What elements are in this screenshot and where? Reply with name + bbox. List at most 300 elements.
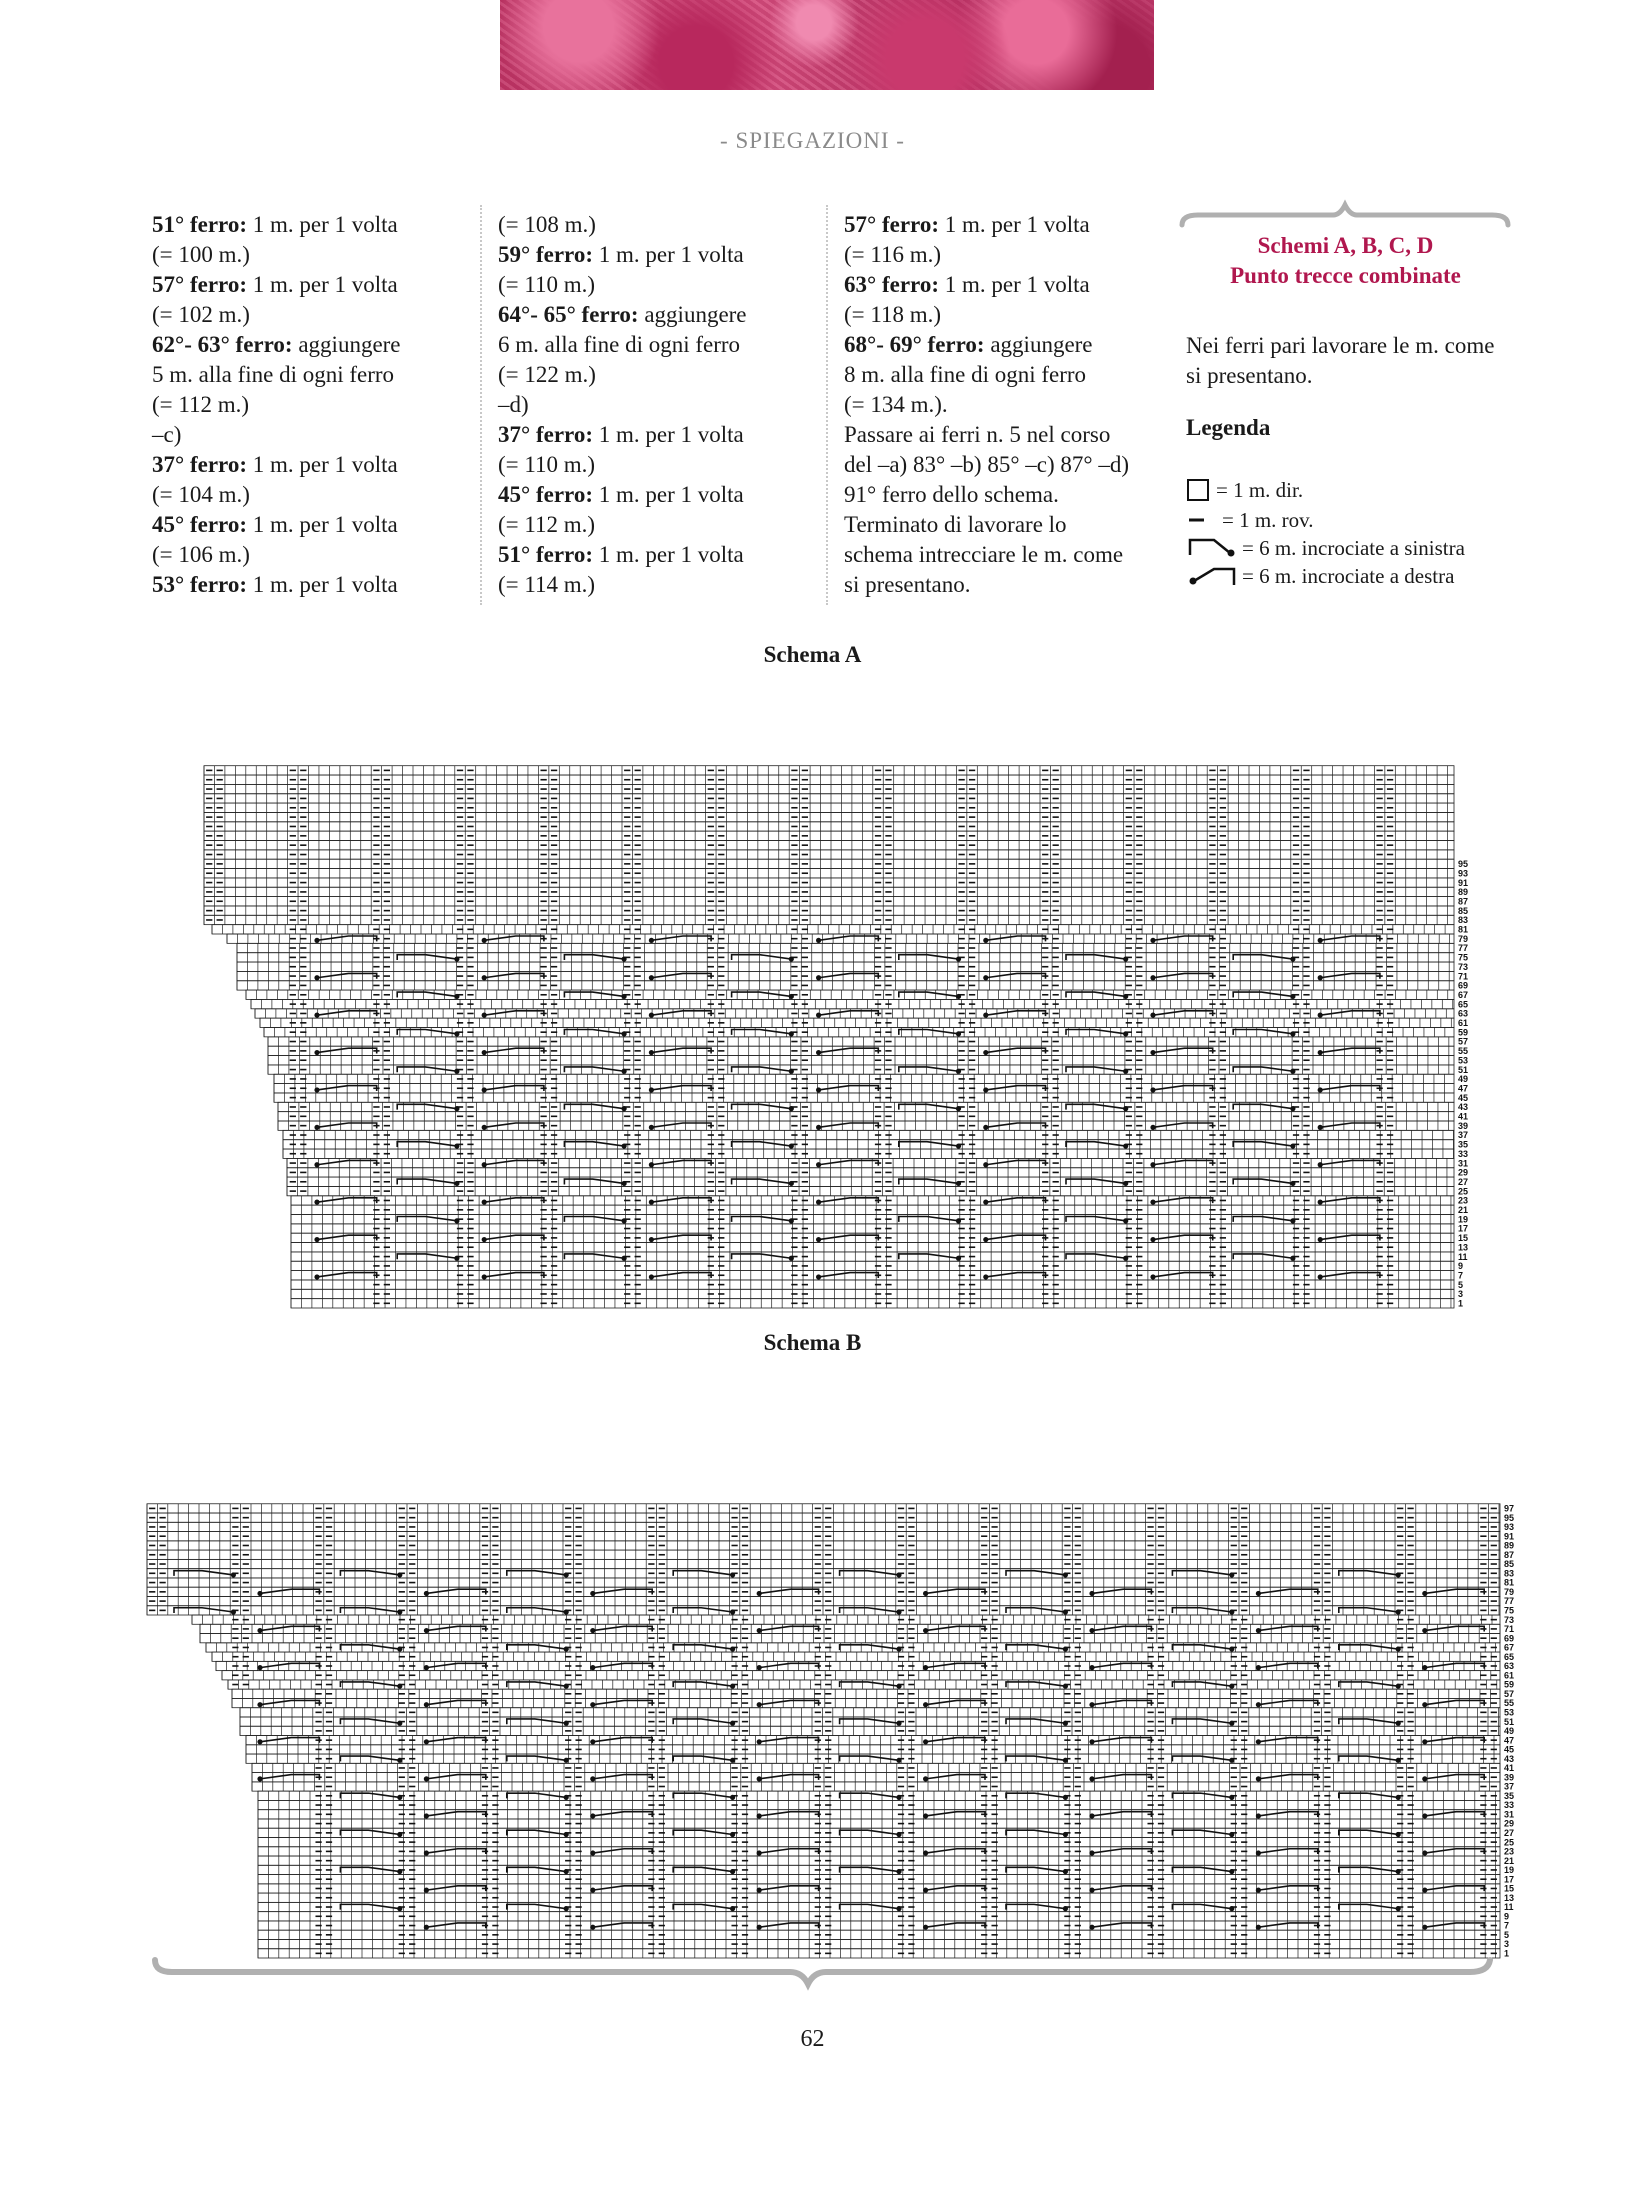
cable-right-mark: [1258, 1738, 1317, 1743]
cable-right-mark: [1092, 1812, 1151, 1817]
cable-left-mark: [673, 1830, 732, 1835]
chart-row: [258, 1856, 1500, 1865]
cable-right-dot: [923, 1702, 928, 1707]
cable-right-mark: [1258, 1812, 1317, 1817]
cable-right-dot: [1422, 1591, 1427, 1596]
grid: [147, 1504, 1500, 1958]
cable-right-dot: [424, 1739, 429, 1744]
cable-left-mark: [1006, 1830, 1065, 1835]
cable-left-mark: [1172, 1830, 1231, 1835]
cable-right-dot: [923, 1665, 928, 1670]
cable-left-mark: [1006, 1645, 1065, 1650]
row-label: 77: [1504, 1596, 1515, 1607]
cable-left-mark: [1339, 1571, 1398, 1576]
cable-right-mark: [1092, 1738, 1151, 1743]
chart-row: [258, 1865, 1500, 1874]
cable-right-dot: [1422, 1628, 1427, 1633]
row-number: 63° ferro:: [844, 272, 939, 297]
chart-row: [147, 1578, 1500, 1587]
cable-right-mark: [926, 1589, 985, 1594]
cable-right-dot: [1089, 1813, 1094, 1818]
row-number: 64°- 65° ferro:: [498, 302, 639, 327]
cable-left-mark: [340, 1682, 399, 1687]
cable-right-dot: [590, 1702, 595, 1707]
cable-right-dot: [1422, 1776, 1427, 1781]
cable-right-mark: [426, 1775, 485, 1780]
cable-right-dot: [424, 1925, 429, 1930]
chart-row: [258, 1902, 1500, 1911]
row-label: 89: [1504, 1540, 1515, 1551]
chart-row: [212, 1652, 1500, 1661]
cable-left-dot: [730, 1869, 735, 1874]
cable-left-mark: [1172, 1719, 1231, 1724]
cable-right-dot: [923, 1850, 928, 1855]
instruction-text: (= 110 m.): [498, 272, 596, 297]
row-label: 65: [1458, 999, 1469, 1010]
row-label: 71: [1504, 1624, 1515, 1635]
cable-right-dot: [1422, 1850, 1427, 1855]
row-label: 31: [1504, 1809, 1515, 1820]
cable-right-mark: [593, 1626, 652, 1631]
cable-right-mark: [426, 1663, 485, 1668]
row-number: 57° ferro:: [152, 272, 247, 297]
cable-right-dot: [257, 1628, 262, 1633]
chart-row: [258, 1837, 1500, 1846]
cable-left-dot: [1063, 1906, 1068, 1911]
cable-right-dot: [590, 1813, 595, 1818]
cable-left-dot: [1396, 1684, 1401, 1689]
row-label: 9: [1504, 1911, 1510, 1922]
row-label: 15: [1504, 1883, 1515, 1894]
instruction-text: (= 104 m.): [152, 482, 250, 507]
cable-right-mark: [426, 1589, 485, 1594]
instruction-text: aggiungere: [638, 302, 747, 327]
cable-right-dot: [757, 1591, 762, 1596]
cable-right-dot: [923, 1591, 928, 1596]
cable-right-mark: [426, 1849, 485, 1854]
chart-row: [258, 1912, 1500, 1921]
row-label: 63: [1458, 1008, 1469, 1019]
cable-left-dot: [1396, 1906, 1401, 1911]
cable-right-mark: [593, 1886, 652, 1891]
cable-left-dot: [1229, 1758, 1234, 1763]
instruction-text: 1 m. per 1 volta: [246, 452, 398, 477]
cable-left-mark: [673, 1756, 732, 1761]
cable-right-dot: [590, 1888, 595, 1893]
cable-left-mark: [507, 1904, 566, 1909]
row-label: 69: [1458, 980, 1469, 991]
cable-left-dot: [1229, 1906, 1234, 1911]
cable-right-dot: [1089, 1888, 1094, 1893]
cable-left-mark: [507, 1793, 566, 1798]
chart-row: [147, 1513, 1500, 1522]
cable-right-mark: [260, 1775, 319, 1780]
cable-left-mark: [1006, 1904, 1065, 1909]
cable-left-dot: [1229, 1684, 1234, 1689]
cable-right-mark: [593, 1738, 652, 1743]
cable-right-dot: [257, 1739, 262, 1744]
cable-right-mark: [759, 1589, 818, 1594]
cable-left-dot: [730, 1832, 735, 1837]
cable-right-dot: [757, 1813, 762, 1818]
legend-item-text: = 1 m. dir.: [1216, 477, 1304, 502]
cable-left-dot: [1063, 1572, 1068, 1577]
cable-right-mark: [593, 1700, 652, 1705]
cable-left-mark: [340, 1645, 399, 1650]
cable-right-mark: [926, 1663, 985, 1668]
row-label: 45: [1504, 1744, 1515, 1755]
row-label: 7: [1504, 1920, 1510, 1931]
cable-left-dot: [896, 1869, 901, 1874]
instruction-text: 91° ferro dello schema.: [844, 482, 1059, 507]
legend-title-line-2: Punto trecce combinate: [1230, 263, 1461, 288]
cable-right-dot: [1256, 1925, 1261, 1930]
cable-right-mark: [1425, 1923, 1484, 1928]
row-label: 3: [1504, 1939, 1510, 1950]
row-number: 45° ferro:: [152, 512, 247, 537]
row-label: 77: [1458, 943, 1469, 954]
row-label: 79: [1458, 933, 1469, 944]
cable-right-mark: [759, 1923, 818, 1928]
cable-left-mark: [507, 1756, 566, 1761]
cable-left-dot: [730, 1609, 735, 1614]
instruction-text: 1 m. per 1 volta: [246, 212, 398, 237]
cable-left-dot: [1396, 1572, 1401, 1577]
chart-row: [232, 1689, 1500, 1698]
cable-left-mark: [507, 1830, 566, 1835]
cable-left-mark: [507, 1645, 566, 1650]
cable-right-dot: [424, 1665, 429, 1670]
cable-left-mark: [673, 1904, 732, 1909]
cable-right-mark: [426, 1923, 485, 1928]
cable-left-dot: [1063, 1609, 1068, 1614]
cable-left-mark: [840, 1719, 899, 1724]
cable-left-dot: [896, 1832, 901, 1837]
cable-left-dot: [1063, 1684, 1068, 1689]
cable-right-dot: [257, 1776, 262, 1781]
row-label: 41: [1504, 1763, 1515, 1774]
row-label: 47: [1504, 1735, 1515, 1746]
cable-right-mark: [1425, 1589, 1484, 1594]
cable-left-dot: [896, 1906, 901, 1911]
cable-left-dot: [730, 1758, 735, 1763]
cable-left-dot: [1396, 1721, 1401, 1726]
cable-right-mark: [1258, 1775, 1317, 1780]
chart-row: [258, 1875, 1500, 1884]
cable-left-dot: [1063, 1869, 1068, 1874]
cable-right-mark: [260, 1589, 319, 1594]
cable-right-dot: [1089, 1665, 1094, 1670]
cable-left-mark: [1172, 1682, 1231, 1687]
instruction-text: (= 106 m.): [152, 542, 250, 567]
cable-left-dot: [397, 1906, 402, 1911]
chart-row: [200, 1634, 1500, 1643]
chart-row: [147, 1596, 1500, 1605]
cable-right-dot: [590, 1850, 595, 1855]
cable-left-mark: [340, 1867, 399, 1872]
row-label: 43: [1458, 1102, 1469, 1113]
cable-right-mark: [1092, 1849, 1151, 1854]
cable-left-mark: [340, 1793, 399, 1798]
cable-right-dot: [1422, 1739, 1427, 1744]
legend-heading: Legenda: [1186, 415, 1271, 440]
instruction-text: 1 m. per 1 volta: [938, 272, 1090, 297]
cable-left-mark: [1172, 1867, 1231, 1872]
cable-right-mark: [1092, 1663, 1151, 1668]
row-label: 87: [1458, 896, 1469, 907]
row-label: 11: [1458, 1251, 1468, 1262]
row-number: 62°- 63° ferro:: [152, 332, 293, 357]
cable-left-mark: [1006, 1571, 1065, 1576]
row-label: 73: [1504, 1614, 1515, 1625]
cable-left-mark: [507, 1682, 566, 1687]
cable-left-mark: [1172, 1904, 1231, 1909]
legend-title-line-1: Schemi A, B, C, D: [1257, 233, 1434, 258]
cable-left-mark: [673, 1719, 732, 1724]
cable-left-dot: [1063, 1758, 1068, 1763]
instruction-text: del –a) 83° –b) 85° –c) 87° –d): [844, 452, 1129, 477]
cable-right-dot: [590, 1628, 595, 1633]
cable-left-dot: [564, 1609, 569, 1614]
cable-right-dot: [590, 1776, 595, 1781]
cable-right-dot: [424, 1591, 429, 1596]
cable-right-mark: [1258, 1700, 1317, 1705]
cable-right-dot: [590, 1925, 595, 1930]
cable-right-dot: [757, 1628, 762, 1633]
cable-right-mark: [1425, 1775, 1484, 1780]
instruction-text: (= 100 m.): [152, 242, 250, 267]
cable-right-dot: [1256, 1776, 1261, 1781]
cable-right-mark: [926, 1923, 985, 1928]
grid-columns: [147, 1504, 1500, 1958]
cable-left-dot: [397, 1832, 402, 1837]
row-label: 31: [1458, 1158, 1469, 1169]
cable-left-dot: [896, 1758, 901, 1763]
cable-left-dot: [730, 1721, 735, 1726]
cable-right-mark: [926, 1812, 985, 1817]
cable-right-mark: [926, 1738, 985, 1743]
chart-row: [258, 1800, 1500, 1809]
row-number: 37° ferro:: [152, 452, 247, 477]
instruction-text: 1 m. per 1 volta: [592, 482, 744, 507]
cable-right-mark: [1425, 1812, 1484, 1817]
cable-right-mark: [1425, 1738, 1484, 1743]
cable-left-mark: [174, 1571, 233, 1576]
row-label: 83: [1504, 1568, 1515, 1579]
cable-left-mark: [340, 1904, 399, 1909]
row-label: 13: [1458, 1242, 1469, 1253]
cable-left-mark: [1339, 1830, 1398, 1835]
instruction-text: 1 m. per 1 volta: [246, 272, 398, 297]
legend-intro: Nei ferri pari lavorare le m. come si presentano.: [1186, 333, 1495, 388]
cable-left-dot: [1396, 1832, 1401, 1837]
legend-item-text: = 6 m. incrociate a destra: [1242, 563, 1455, 588]
cable-right-dot: [257, 1702, 262, 1707]
row-label: 7: [1458, 1270, 1464, 1281]
instruction-text: 5 m. alla fine di ogni ferro: [152, 362, 395, 387]
chart-row: [258, 1949, 1500, 1958]
row-label: 71: [1458, 971, 1469, 982]
instruction-text: 1 m. per 1 volta: [592, 422, 744, 447]
cable-right-mark: [1258, 1626, 1317, 1631]
row-label: 25: [1458, 1186, 1469, 1197]
instruction-text: (= 110 m.): [498, 452, 596, 477]
row-label: 49: [1458, 1074, 1469, 1085]
cable-left-dot: [896, 1609, 901, 1614]
row-label: 45: [1458, 1092, 1469, 1103]
cable-left-dot: [730, 1684, 735, 1689]
cable-right-dot: [1422, 1702, 1427, 1707]
row-label: 1: [1504, 1948, 1510, 1959]
cable-left-mark: [840, 1571, 899, 1576]
row-label: 43: [1504, 1753, 1515, 1764]
cable-left-dot: [1396, 1609, 1401, 1614]
cable-right-mark: [1425, 1700, 1484, 1705]
cable-right-mark: [260, 1626, 319, 1631]
cable-right-dot: [1256, 1665, 1261, 1670]
row-label: 19: [1504, 1865, 1515, 1876]
cable-left-dot: [397, 1572, 402, 1577]
row-label: 87: [1504, 1549, 1515, 1560]
row-label: 53: [1458, 1055, 1469, 1066]
cable-left-mark: [1339, 1682, 1398, 1687]
cable-right-mark: [426, 1812, 485, 1817]
row-label: 49: [1504, 1726, 1515, 1737]
cable-right-dot: [424, 1888, 429, 1893]
cable-right-dot: [757, 1702, 762, 1707]
cable-left-mark: [840, 1756, 899, 1761]
cable-right-mark: [1258, 1923, 1317, 1928]
cable-left-mark: [1006, 1756, 1065, 1761]
cable-left-mark: [340, 1830, 399, 1835]
cable-right-mark: [926, 1626, 985, 1631]
cable-right-dot: [923, 1925, 928, 1930]
row-label: 75: [1504, 1605, 1515, 1616]
instruction-text: 6 m. alla fine di ogni ferro: [498, 332, 741, 357]
chart-row: [246, 1745, 1500, 1754]
row-label: 91: [1458, 877, 1469, 888]
row-label: 55: [1458, 1046, 1469, 1057]
instruction-text: 8 m. alla fine di ogni ferro: [844, 362, 1087, 387]
cable-left-dot: [1229, 1832, 1234, 1837]
cable-left-dot: [730, 1572, 735, 1577]
instruction-text: si presentano.: [844, 572, 971, 597]
row-label: 19: [1458, 1214, 1469, 1225]
instruction-text: (= 116 m.): [844, 242, 942, 267]
row-number: 45° ferro:: [498, 482, 593, 507]
instruction-text: (= 102 m.): [152, 302, 250, 327]
cable-right-mark: [260, 1663, 319, 1668]
cable-left-mark: [340, 1756, 399, 1761]
row-label: 75: [1458, 952, 1469, 963]
cable-left-dot: [1396, 1869, 1401, 1874]
cable-left-mark: [1006, 1719, 1065, 1724]
cable-right-dot: [1089, 1628, 1094, 1633]
instruction-text: (= 122 m.): [498, 362, 596, 387]
cable-left-dot: [564, 1646, 569, 1651]
cable-left-dot: [1229, 1646, 1234, 1651]
cable-right-mark: [593, 1663, 652, 1668]
row-label: 21: [1458, 1205, 1469, 1215]
chart-row: [258, 1930, 1500, 1939]
cable-right-mark: [1258, 1589, 1317, 1594]
row-label: 37: [1504, 1781, 1515, 1792]
cable-right-dot: [1089, 1591, 1094, 1596]
legend-item-text: = 1 m. rov.: [1222, 507, 1314, 532]
row-label: 5: [1504, 1929, 1510, 1940]
cable-left-dot: [564, 1906, 569, 1911]
row-label: 61: [1504, 1670, 1515, 1681]
instruction-text: aggiungere: [984, 332, 1093, 357]
cable-left-mark: [673, 1608, 732, 1613]
row-label: 95: [1458, 859, 1469, 870]
cable-left-mark: [673, 1867, 732, 1872]
cable-left-dot: [397, 1609, 402, 1614]
chart-row: [147, 1559, 1500, 1568]
cable-left-mark: [673, 1571, 732, 1576]
row-number: 53° ferro:: [152, 572, 247, 597]
cable-right-mark: [759, 1626, 818, 1631]
instruction-text: 1 m. per 1 volta: [938, 212, 1090, 237]
cable-right-mark: [1425, 1663, 1484, 1668]
cable-left-mark: [840, 1682, 899, 1687]
row-label: 81: [1504, 1577, 1515, 1588]
cable-right-dot: [257, 1665, 262, 1670]
row-label: 85: [1458, 905, 1469, 916]
cable-right-mark: [593, 1775, 652, 1780]
cable-left-mark: [1339, 1904, 1398, 1909]
cable-right-dot: [424, 1850, 429, 1855]
cable-right-dot: [923, 1888, 928, 1893]
cable-left-dot: [896, 1572, 901, 1577]
cable-left-dot: [231, 1572, 236, 1577]
cable-left-dot: [1063, 1721, 1068, 1726]
cable-left-dot: [1229, 1795, 1234, 1800]
cable-right-mark: [593, 1589, 652, 1594]
row-label: 27: [1504, 1827, 1515, 1838]
cable-right-mark: [593, 1812, 652, 1817]
cable-left-mark: [507, 1719, 566, 1724]
cable-right-dot: [1256, 1813, 1261, 1818]
cable-right-mark: [1258, 1886, 1317, 1891]
cable-right-mark: [1425, 1626, 1484, 1631]
cable-left-dot: [564, 1795, 569, 1800]
row-label: 15: [1458, 1233, 1469, 1244]
row-label: 29: [1458, 1167, 1469, 1178]
cable-left-dot: [730, 1646, 735, 1651]
row-label: 89: [1458, 887, 1469, 898]
row-label: 17: [1458, 1223, 1469, 1234]
cable-left-mark: [1172, 1793, 1231, 1798]
cable-left-dot: [1063, 1832, 1068, 1837]
cable-left-dot: [1229, 1721, 1234, 1726]
cable-right-mark: [260, 1700, 319, 1705]
row-label: 63: [1504, 1661, 1515, 1672]
cable-left-dot: [730, 1906, 735, 1911]
cable-right-mark: [426, 1626, 485, 1631]
instruction-text: Passare ai ferri n. 5 nel corso: [844, 422, 1111, 447]
cable-left-mark: [1339, 1645, 1398, 1650]
row-number: 37° ferro:: [498, 422, 593, 447]
row-labels: [1504, 1504, 1514, 1959]
cable-right-mark: [926, 1849, 985, 1854]
row-label: 67: [1504, 1642, 1515, 1653]
cable-left-mark: [840, 1645, 899, 1650]
chart-row: [147, 1550, 1500, 1559]
cable-right-dot: [1256, 1628, 1261, 1633]
cable-left-dot: [896, 1721, 901, 1726]
cable-left-mark: [1006, 1793, 1065, 1798]
